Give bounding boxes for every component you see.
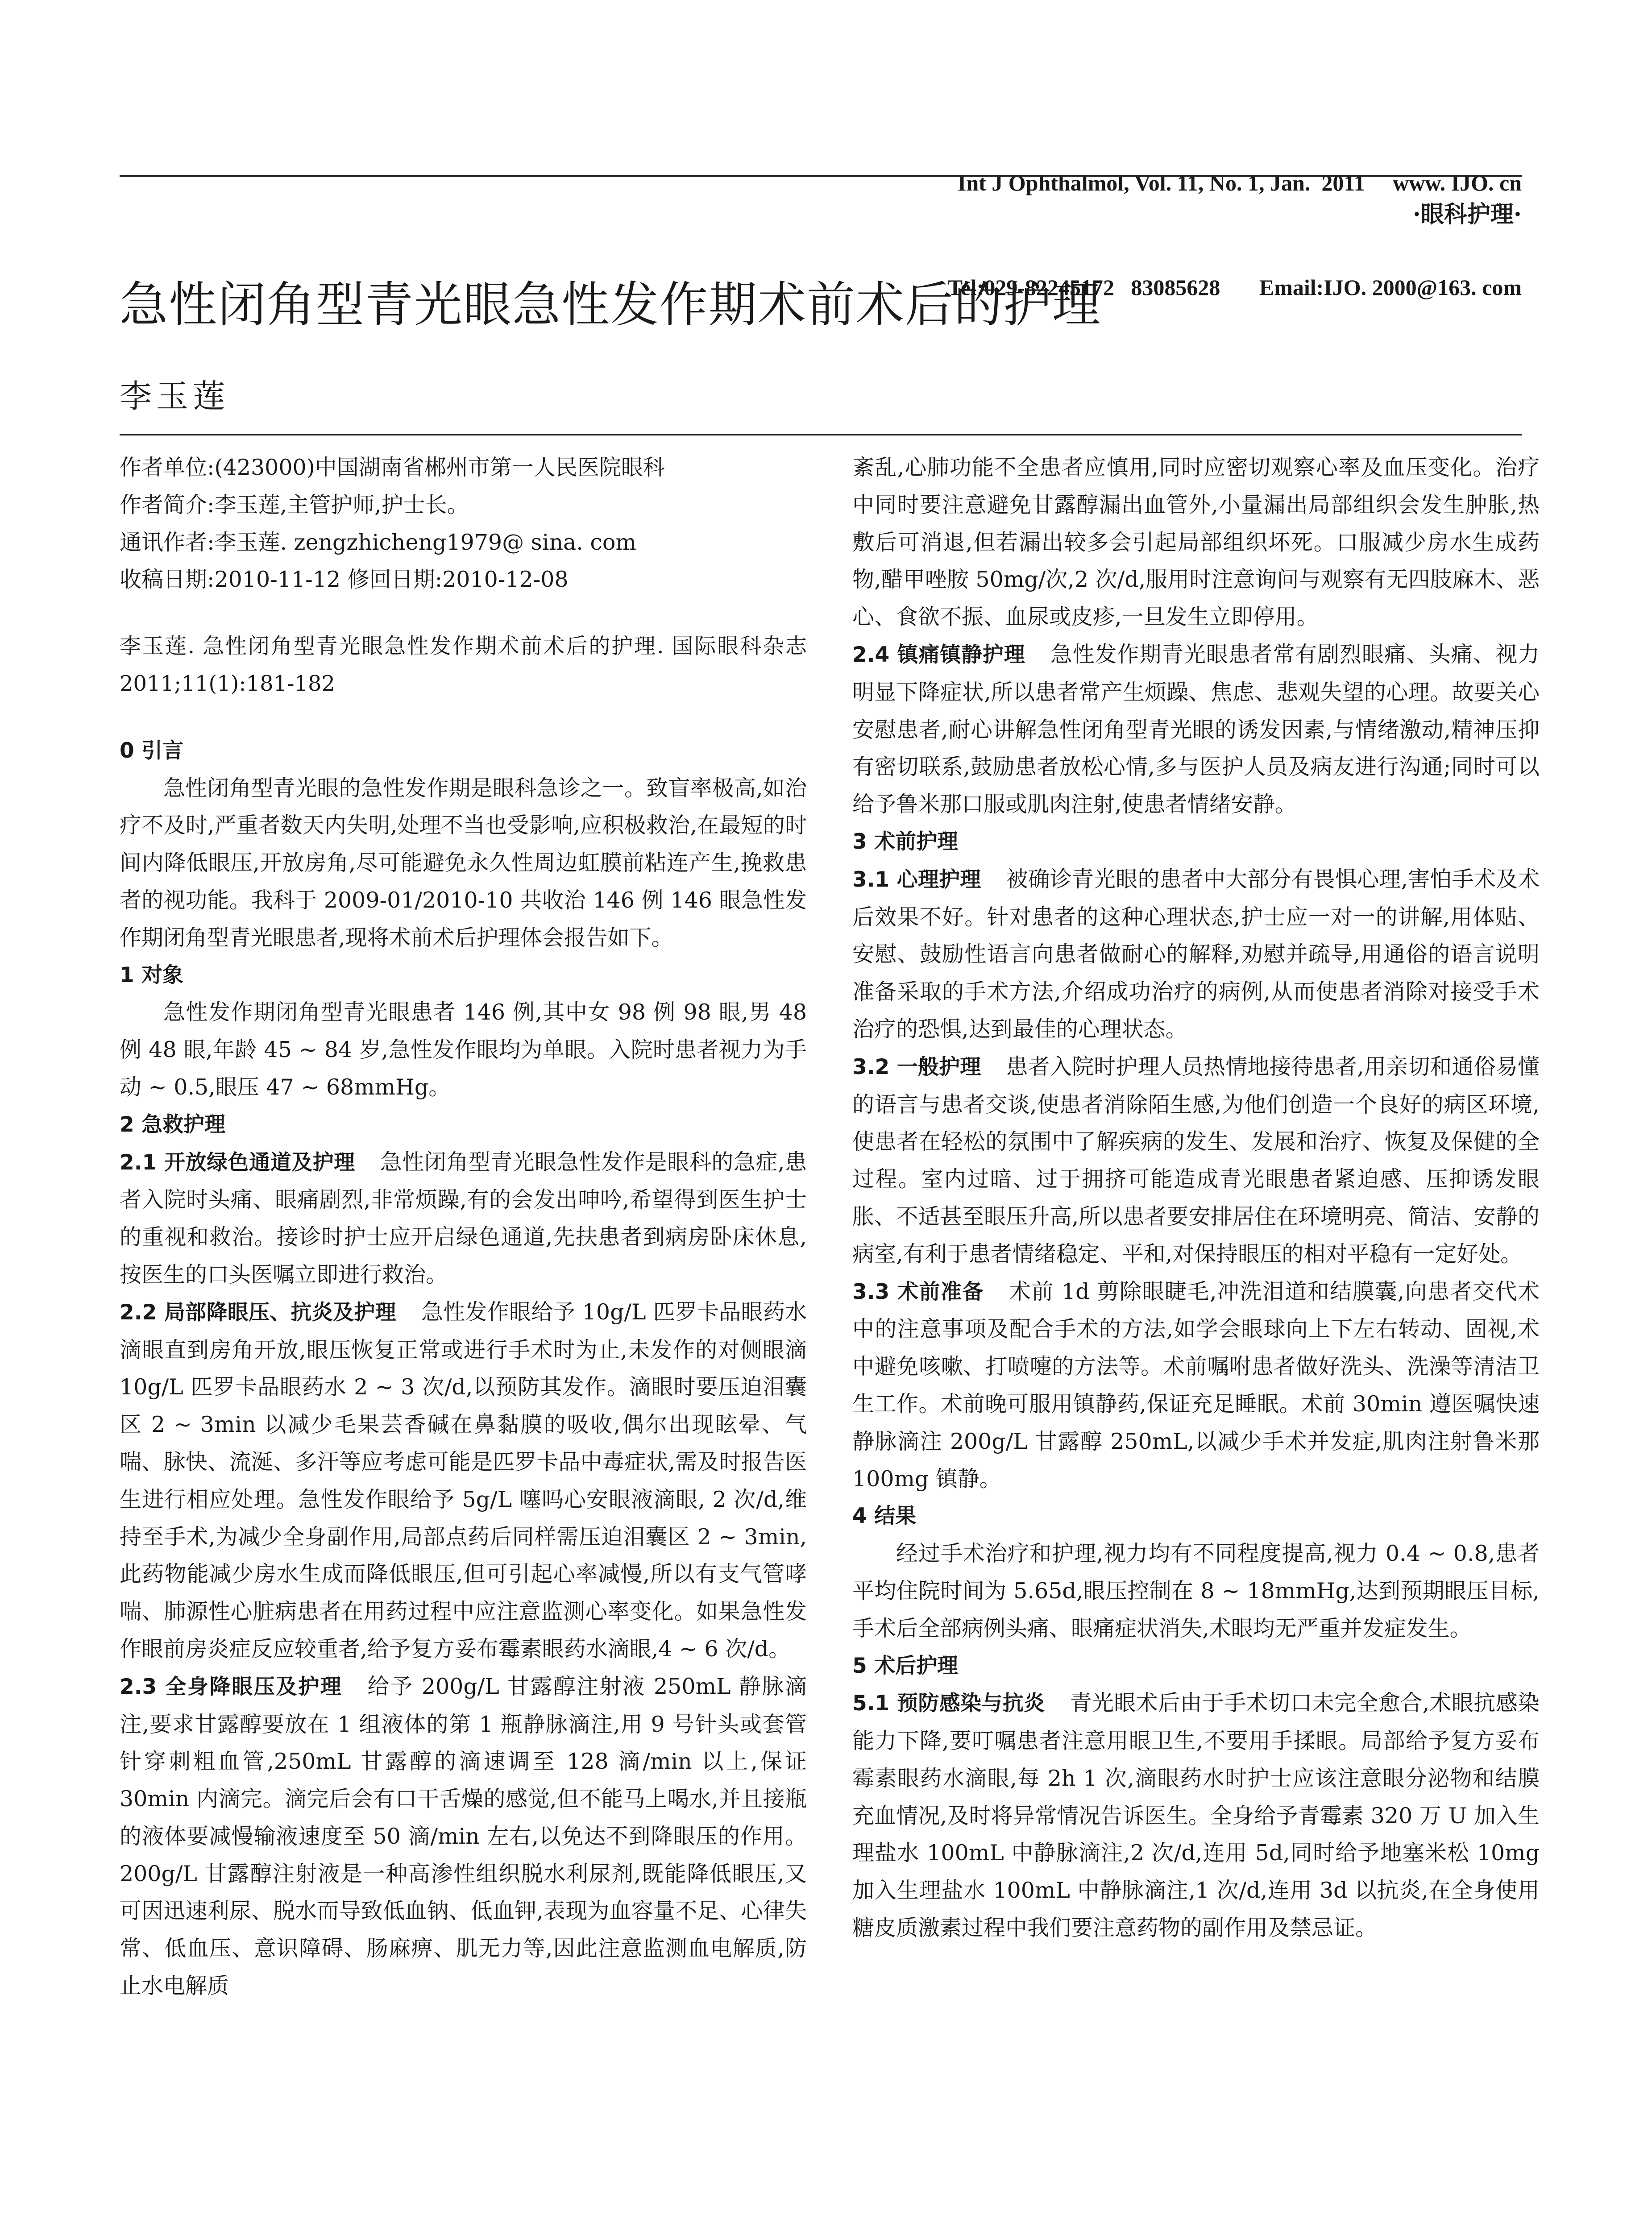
subsection-heading: 2.1 开放绿色通道及护理 [120, 1150, 355, 1175]
header-divider [120, 175, 1522, 177]
subsection-heading: 2.3 全身降眼压及护理 [120, 1674, 343, 1699]
paragraph [120, 1668, 807, 2005]
paragraph: 急性发作期闭角型青光眼患者 146 例,其中女 98 例 98 眼,男 48 例 48 眼,年龄 45 ~ 84 岁,急性发作眼均为单眼。入院时患者视力为手动 ~ 0.5,眼压 47 ~ 68mmHg。 [120, 999, 807, 1100]
section-heading: 2 急救护理 [120, 1112, 226, 1137]
section-heading: 1 对象 [120, 962, 184, 987]
subsection-heading: 3.1 心理护理 [852, 867, 981, 892]
paragraph: 经过手术治疗和护理,视力均有不同程度提高,视力 0.4 ~ 0.8,患者平均住院时间为 5.65d,眼压控制在 8 ~ 18mmHg,达到预期眼压目标,手术后全部病例头痛、眼痛症状消失,术眼均无严重并发症发生。 [852, 1541, 1540, 1641]
paragraph-text: 急性发作期青光眼患者常有剧烈眼痛、头痛、视力明显下降症状,所以患者常产生烦躁、焦虑、悲观失望的心理。故要关心安慰患者,耐心讲解急性闭角型青光眼的诱发因素,与情绪激动,精神压抑有密切联系,鼓励患者放松心情,多与医护人员及病友进行沟通;同时可以给予鲁米那口服或肌肉注射,使患者情绪安静。 [852, 641, 1540, 817]
paragraph [852, 861, 1540, 1048]
section-heading: 4 结果 [852, 1504, 917, 1529]
subsection-heading: 2.4 镇痛镇静护理 [852, 642, 1025, 667]
paragraph-text: 青光眼术后由于手术切口未完全愈合,术眼抗感染能力下降,要叮嘱患者注意用眼卫生,不要用手揉眼。局部给予复方妥布霉素眼药水滴眼,每 2h 1 次,滴眼药水时护士应该注意眼分泌物和结膜充血情况,及时将异常情况告诉医生。全身给予青霉素 320 万 U 加入生理盐水 100mL 中静脉滴注,2 次/d,连用 5d,同时给予地塞米松 10mg 加入生理盐水 100mL 中静脉滴注,1 次/d,连用 3d 以抗炎,在全身使用糖皮质激素过程中我们要注意药物的副作用及禁忌证。 [852, 1690, 1540, 1941]
paragraph [120, 1294, 807, 1668]
paragraph: 急性闭角型青光眼的急性发作期是眼科急诊之一。致盲率极高,如治疗不及时,严重者数天内失明,处理不当也受影响,应积极救治,在最短的时间内降低眼压,开放房角,尽可能避免永久性周边虹膜前粘连产生,挽救患者的视功能。我科于 2009-01/2010-10 共收治 146 例 146 眼急性发作期闭角型青光眼患者,现将术前术后护理体会报告如下。 [120, 775, 807, 950]
paragraph [120, 1144, 807, 1294]
journal-contact-line: Tel:029-82245172 83085628 Email:IJO. 2000@163. com [947, 275, 1522, 300]
meta-dates: 收稿日期:2010-11-12 修回日期:2010-12-08 [120, 567, 569, 593]
article-title: 急性闭角型青光眼急性发作期术前术后的护理 [120, 277, 1102, 333]
author-divider [120, 434, 1522, 435]
paragraph-text: 急性闭角型青光眼急性发作是眼科的急症,患者入院时头痛、眼痛剧烈,非常烦躁,有的会发出呻吟,希望得到医生护士的重视和救治。接诊时护士应开启绿色通道,先扶患者到病房卧床休息,按医生的口头医嘱立即进行救治。 [120, 1149, 807, 1287]
paragraph-text: 患者入院时护理人员热情地接待患者,用亲切和通俗易懂的语言与患者交谈,使患者消除陌生感,为他们创造一个良好的病区环境,使患者在轻松的氛围中了解疾病的发生、发展和治疗、恢复及保健的全过程。室内过暗、过于拥挤可能造成青光眼患者紧迫感、压抑诱发眼胀、不适甚至眼压升高,所以患者要安排居住在环境明亮、简洁、安静的病室,有利于患者情绪稳定、平和,对保持眼压的相对平稳有一定好处。 [852, 1053, 1540, 1267]
subsection-heading: 2.2 局部降眼压、抗炎及护理 [120, 1300, 396, 1325]
paragraph-text: 术前 1d 剪除眼睫毛,冲洗泪道和结膜囊,向患者交代术中的注意事项及配合手术的方法,如学会眼球向上下左右转动、固视,术中避免咳嗽、打喷嚏的方法等。术前嘱咐患者做好洗头、洗澡等清洁卫生工作。术前晚可服用镇静药,保证充足睡眠。术前 30min 遵医嘱快速静脉滴注 200g/L 甘露醇 250mL,以减少手术并发症,肌肉注射鲁米那 100mg 镇静。 [852, 1278, 1540, 1492]
paragraph-text: 被确诊青光眼的患者中大部分有畏惧心理,害怕手术及术后效果不好。针对患者的这种心理状态,护士应一对一的讲解,用体贴、安慰、鼓励性语言向患者做耐心的解释,劝慰并疏导,用通俗的语言说明准备采取的手术方法,介绍成功治疗的病例,从而使患者消除对接受手术治疗的恐惧,达到最佳的心理状态。 [852, 866, 1540, 1042]
subsection-heading: 3.3 术前准备 [852, 1279, 984, 1304]
journal-info-line: Int J Ophthalmol, Vol. 11, No. 1, Jan. 2011 www. IJO. cn [957, 170, 1522, 195]
section-heading: 5 术后护理 [852, 1653, 959, 1678]
paragraph [852, 636, 1540, 823]
paragraph: 紊乱,心肺功能不全患者应慎用,同时应密切观察心率及血压变化。治疗中同时要注意避免甘露醇漏出血管外,小量漏出局部组织会发生肿胀,热敷后可消退,但若漏出较多会引起局部组织坏死。口服减少房水生成药物,醋甲唑胺 50mg/次,2 次/d,服用时注意询问与观察有无四肢麻木、恶心、食欲不振、血尿或皮疹,一旦发生立即停用。 [852, 455, 1540, 630]
section-heading: 0 引言 [120, 738, 184, 763]
section-heading: 3 术前护理 [852, 829, 959, 854]
author-name: 李玉莲 [120, 377, 230, 415]
meta-contact: 通讯作者:李玉莲. zengzhicheng1979@ sina. com [120, 529, 636, 555]
meta-bio: 作者简介:李玉莲,主管护师,护士长。 [120, 492, 469, 518]
right-column [852, 449, 1540, 1947]
subsection-heading: 5.1 预防感染与抗炎 [852, 1691, 1045, 1716]
paragraph [852, 1684, 1540, 1947]
paragraph [852, 1048, 1540, 1273]
citation: 李玉莲. 急性闭角型青光眼急性发作期术前术后的护理. 国际眼科杂志 2011;11(1):181-182 [120, 634, 807, 696]
paragraph [852, 1273, 1540, 1498]
paragraph-text: 给予 200g/L 甘露醇注射液 250mL 静脉滴注,要求甘露醇要放在 1 组液体的第 1 瓶静脉滴注,用 9 号针头或套管针穿刺粗血管,250mL 甘露醇的滴速调至 128 滴/min 以上,保证 30min 内滴完。滴完后会有口干舌燥的感觉,但不能马上喝水,并且接瓶的液体要减慢输液速度至 50 滴/min 左右,以免达不到降眼压的作用。200g/L 甘露醇注射液是一种高渗性组织脱水利尿剂,既能降低眼压,又可因迅速利尿、脱水而导致低血钠、低血钾,表现为血容量不足、心律失常、低血压、意识障碍、肠麻痹、肌无力等,因此注意监测血电解质,防止水电解质 [120, 1673, 807, 1999]
meta-unit: 作者单位:(423000)中国湖南省郴州市第一人民医院眼科 [120, 455, 665, 480]
author-meta [120, 449, 807, 598]
section-tag: ·眼科护理· [1412, 201, 1522, 228]
paragraph-text: 急性发作眼给予 10g/L 匹罗卡品眼药水滴眼直到房角开放,眼压恢复正常或进行手术时为止,未发作的对侧眼滴 10g/L 匹罗卡品眼药水 2 ~ 3 次/d,以预防其发作。滴眼时要压迫泪囊区 2 ~ 3min 以减少毛果芸香碱在鼻黏膜的吸收,偶尔出现眩晕、气喘、脉快、流涎、多汗等应考虑可能是匹罗卡品中毒症状,需及时报告医生进行相应处理。急性发作眼给予 5g/L 噻吗心安眼液滴眼, 2 次/d,维持至手术,为减少全身副作用,局部点药后同样需压迫泪囊区 2 ~ 3min,此药物能减少房水生成而降低眼压,但可引起心率减慢,所以有支气管哮喘、肺源性心脏病患者在用药过程中应注意监测心率变化。如果急性发作眼前房炎症反应较重者,给予复方妥布霉素眼药水滴眼,4 ~ 6 次/d。 [120, 1299, 807, 1662]
subsection-heading: 3.2 一般护理 [852, 1054, 981, 1079]
left-column [120, 449, 807, 2005]
